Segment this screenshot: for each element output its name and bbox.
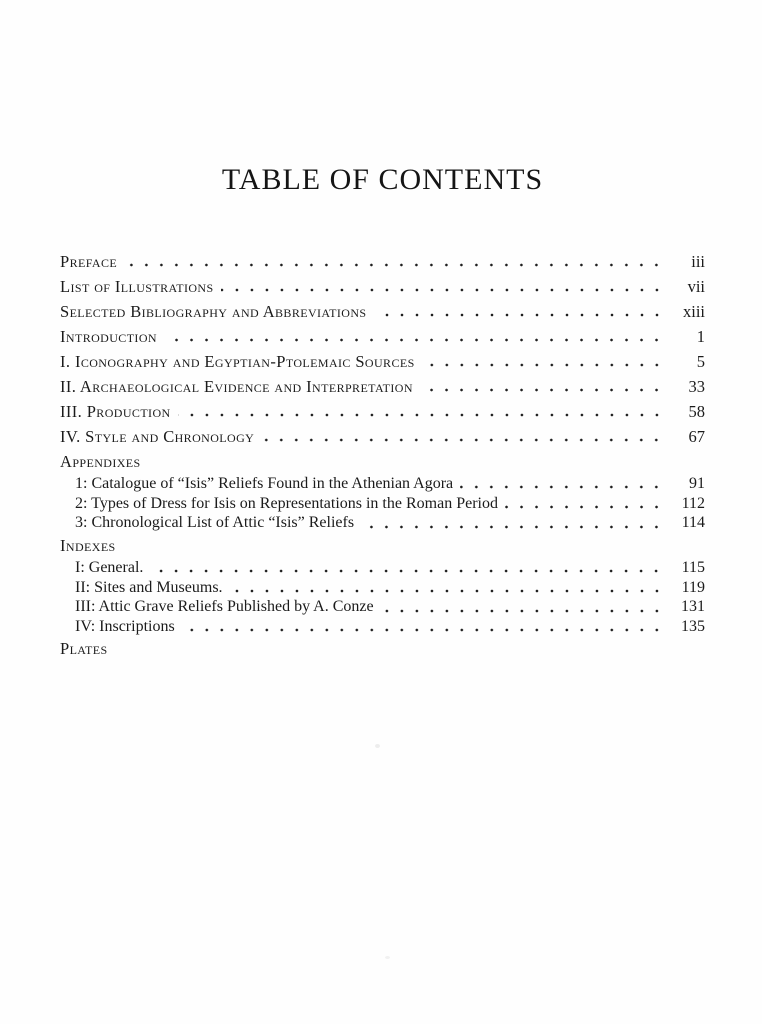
page-title: TABLE OF CONTENTS (221, 163, 544, 196)
toc-entry (60, 494, 705, 514)
toc-entry-label: 3: Chronological List of Attic “Isis” Reliefs (75, 514, 355, 532)
dot-leader (178, 399, 667, 424)
toc-entry-label: IV. Style and Chronology (60, 426, 255, 446)
toc-entry-page: 114 (681, 514, 705, 532)
toc-entry (60, 597, 705, 617)
toc-entry (60, 299, 705, 324)
dot-leader (381, 597, 667, 617)
dot-leader (505, 494, 667, 514)
toc-entry (60, 513, 705, 533)
dot-leader (422, 349, 667, 374)
toc-entry (60, 533, 705, 558)
toc-entry (60, 637, 705, 662)
toc-entry-label: III. Production (60, 401, 171, 421)
toc-entry (60, 449, 705, 474)
toc-entry (60, 349, 705, 374)
dot-leader (124, 249, 667, 274)
toc-entry-page: 5 (696, 351, 705, 371)
toc-entry-label: Preface (60, 251, 118, 271)
toc-entry-label: Plates (60, 639, 108, 659)
toc-entry-label: Indexes (60, 535, 116, 555)
toc-entry-label: II: Sites and Museums. (75, 578, 223, 596)
toc-entry-page: 131 (681, 598, 705, 616)
toc-entry-page: 33 (688, 376, 705, 396)
toc-list (60, 249, 705, 662)
toc-entry-page: 135 (681, 617, 705, 635)
toc-entry-page: 112 (681, 494, 705, 512)
toc-entry-page: vii (687, 276, 705, 296)
toc-entry (60, 424, 705, 449)
toc-entry-label: 2: Types of Dress for Isis on Representations in the Roman Period (75, 494, 498, 512)
dot-leader (374, 299, 668, 324)
dot-leader (420, 374, 667, 399)
dot-leader (361, 513, 667, 533)
toc-entry (60, 249, 705, 274)
dot-leader (182, 617, 667, 637)
toc-entry-label: Selected Bibliography and Abbreviations (60, 301, 367, 321)
toc-entry-page: 115 (681, 558, 705, 576)
dot-leader (261, 424, 667, 449)
toc-entry-page: xiii (682, 301, 705, 321)
toc-entry-page: 91 (689, 474, 705, 492)
toc-entry-label: I: General. (75, 558, 144, 576)
toc-entry (60, 374, 705, 399)
toc-entry-label: 1: Catalogue of “Isis” Reliefs Found in the Athenian Agora (75, 474, 454, 492)
toc-entry-label: Introduction (60, 326, 157, 346)
toc-entry-page: 119 (681, 578, 705, 596)
toc-entry (60, 617, 705, 637)
toc-entry (60, 474, 705, 494)
toc-entry (60, 274, 705, 299)
toc-entry (60, 558, 705, 578)
dot-leader (150, 558, 667, 578)
toc-entry (60, 399, 705, 424)
dot-leader (221, 274, 667, 299)
dot-leader (230, 578, 667, 598)
toc-entry-label: IV: Inscriptions (75, 617, 175, 635)
dot-leader (164, 324, 667, 349)
scan-speck (385, 956, 390, 959)
toc-entry-label: II. Archaeological Evidence and Interpretation (60, 376, 413, 396)
toc-entry-page: 1 (696, 326, 705, 346)
toc-entry-label: III: Attic Grave Reliefs Published by A. Conze (75, 598, 374, 616)
toc-entry-page: iii (691, 251, 705, 271)
toc-entry-label: Appendixes (60, 451, 141, 471)
toc-entry-page: 58 (688, 401, 705, 421)
toc-entry (60, 578, 705, 598)
toc-entry-page: 67 (688, 426, 705, 446)
scan-speck (375, 744, 380, 748)
toc-entry-label: I. Iconography and Egyptian-Ptolemaic Sources (60, 351, 415, 371)
toc-entry (60, 324, 705, 349)
toc-entry-label: List of Illustrations (60, 276, 214, 296)
dot-leader (460, 474, 667, 494)
